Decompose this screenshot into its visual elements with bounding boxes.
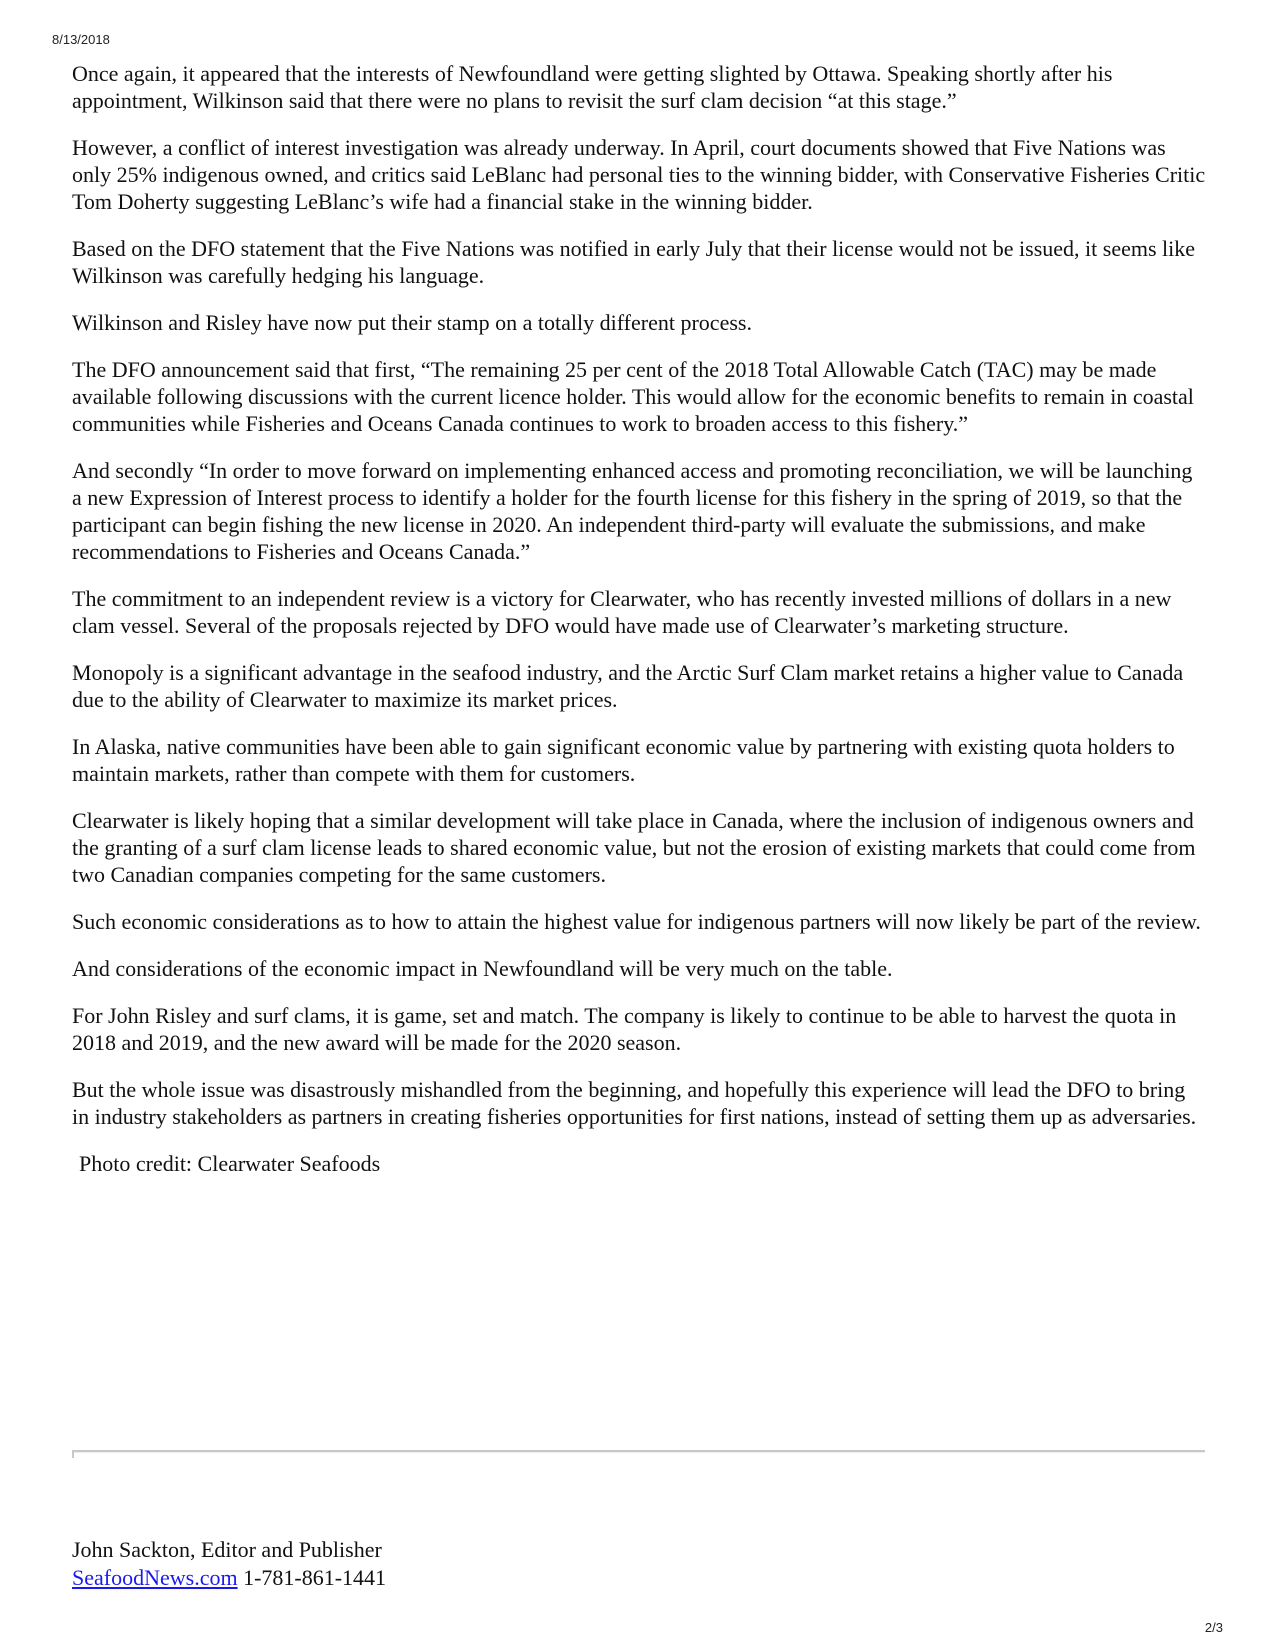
print-date: 8/13/2018: [52, 32, 110, 47]
seafoodnews-link[interactable]: SeafoodNews.com: [72, 1565, 238, 1590]
article-paragraph: Wilkinson and Risley have now put their stamp on a totally different process.: [72, 310, 752, 335]
horizontal-divider: [72, 1450, 1205, 1453]
author-name-title: John Sackton, Editor and Publisher: [72, 1537, 382, 1562]
article-paragraph: Clearwater is likely hoping that a similar development will take place in Canada, where the inclusion of indigenous owners and the granting of a surf clam license leads to shared economic value, but not the erosion of existing markets that could come from two Canadian companies competing for the same customers.: [72, 808, 1196, 887]
article-paragraph: Based on the DFO statement that the Five Nations was notified in early July that their license would not be issued, it seems like Wilkinson was carefully hedging his language.: [72, 236, 1196, 288]
article-paragraph: Once again, it appeared that the interests of Newfoundland were getting slighted by Ottawa. Speaking shortly after his appointment, Wilkinson said that there were no plans to revisit the surf clam decision “at this stage.”: [72, 61, 1113, 113]
divider-edge: [72, 1450, 74, 1458]
page-number: 2/3: [1204, 1620, 1223, 1635]
author-signature: [72, 1536, 386, 1592]
contact-line: [72, 1564, 386, 1592]
article-body: [72, 60, 1207, 1197]
article-paragraph: Monopoly is a significant advantage in the seafood industry, and the Arctic Surf Clam market retains a higher value to Canada due to the ability of Clearwater to maximize its market prices.: [72, 660, 1184, 712]
article-paragraph: And considerations of the economic impact in Newfoundland will be very much on the table.: [72, 956, 893, 981]
article-paragraph: For John Risley and surf clams, it is game, set and match. The company is likely to continue to be able to harvest the quota in 2018 and 2019, and the new award will be made for the 2020 season.: [72, 1003, 1177, 1055]
article-paragraph: The DFO announcement said that first, “The remaining 25 per cent of the 2018 Total Allowable Catch (TAC) may be made available following discussions with the current licence holder. This would allow for the economic benefits to remain in coastal communities while Fisheries and Oceans Canada continues to work to broaden access to this fishery.”: [72, 357, 1194, 436]
article-paragraph: In Alaska, native communities have been able to gain significant economic value by partnering with existing quota holders to maintain markets, rather than compete with them for customers.: [72, 734, 1175, 786]
article-paragraph: Such economic considerations as to how to attain the highest value for indigenous partners will now likely be part of the review.: [72, 909, 1201, 934]
article-paragraph: And secondly “In order to move forward on implementing enhanced access and promoting reconciliation, we will be launching a new Expression of Interest process to identify a holder for the fourth license for this fishery in the spring of 2019, so that the participant can begin fishing the new license in 2020. An independent third-party will evaluate the submissions, and make recommendations to Fisheries and Oceans Canada.”: [72, 458, 1193, 564]
article-paragraph: However, a conflict of interest investigation was already underway. In April, court documents showed that Five Nations was only 25% indigenous owned, and critics said LeBlanc had personal ties to the winning bidder, with Conservative Fisheries Critic Tom Doherty suggesting LeBlanc’s wife had a financial stake in the winning bidder.: [72, 135, 1206, 214]
article-paragraph: The commitment to an independent review is a victory for Clearwater, who has recently invested millions of dollars in a new clam vessel. Several of the proposals rejected by DFO would have made use of Clearwater’s marketing structure.: [72, 586, 1172, 638]
photo-credit: Photo credit: Clearwater Seafoods: [79, 1151, 381, 1176]
phone-number: 1-781-861-1441: [243, 1565, 387, 1590]
article-paragraph: But the whole issue was disastrously mishandled from the beginning, and hopefully this experience will lead the DFO to bring in industry stakeholders as partners in creating fisheries opportunities for first nations, instead of setting them up as adversaries.: [72, 1077, 1197, 1129]
